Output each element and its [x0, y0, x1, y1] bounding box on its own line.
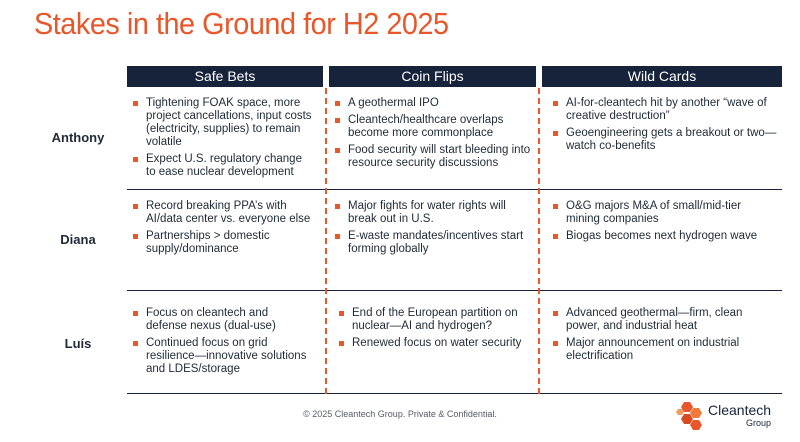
- bullet-icon: [553, 341, 558, 346]
- column-divider: [538, 88, 540, 394]
- list-item: End of the European partition on nuclear—AI and hydrogen?: [338, 307, 534, 333]
- list-item: Biogas becomes next hydrogen wave: [552, 230, 777, 243]
- list-item: Major announcement on industrial electrification: [552, 337, 777, 363]
- cell-anthony-coin-flips: [334, 97, 532, 174]
- bullet-icon: [133, 311, 138, 316]
- cell-luis-wild-cards: [552, 307, 777, 367]
- cell-anthony-safe-bets: [132, 97, 312, 183]
- list-item: Focus on cleantech and defense nexus (dual-use): [132, 307, 312, 333]
- bullet-icon: [553, 131, 558, 136]
- logo-sub: Group: [746, 418, 772, 428]
- cell-anthony-wild-cards: [552, 97, 777, 157]
- list-item: A geothermal IPO: [334, 97, 532, 110]
- bullet-icon: [133, 157, 138, 162]
- column-divider: [325, 88, 327, 394]
- row-label-anthony: Anthony: [51, 130, 105, 145]
- column-header-wild-cards: Wild Cards: [542, 66, 782, 87]
- row-divider: [127, 290, 782, 291]
- cell-luis-safe-bets: [132, 307, 312, 380]
- row-label-diana: Diana: [60, 232, 96, 247]
- bullet-icon: [553, 101, 558, 106]
- list-item: Advanced geothermal—firm, clean power, and industrial heat: [552, 307, 777, 333]
- list-item: Tightening FOAK space, more project cancellations, input costs (electricity, supplies) to remain volatile: [132, 97, 312, 149]
- list-item: Renewed focus on water security: [338, 337, 534, 350]
- bullet-icon: [335, 101, 340, 106]
- list-item: Cleantech/healthcare overlaps become more commonplace: [334, 114, 532, 140]
- list-item: Record breaking PPA’s with AI/data center vs. everyone else: [132, 200, 312, 226]
- bullet-icon: [335, 204, 340, 209]
- cell-diana-wild-cards: [552, 200, 777, 247]
- list-item: Partnerships > domestic supply/dominance: [132, 230, 312, 256]
- list-item: Major fights for water rights will break out in U.S.: [334, 200, 532, 226]
- list-item: Food security will start bleeding into resource security discussions: [334, 144, 532, 170]
- column-header-safe-bets: Safe Bets: [127, 66, 323, 87]
- column-header-coin-flips: Coin Flips: [329, 66, 536, 87]
- logo-name: Cleantech: [708, 402, 772, 418]
- cell-diana-safe-bets: [132, 200, 312, 260]
- cell-diana-coin-flips: [334, 200, 532, 260]
- bullet-icon: [339, 311, 344, 316]
- bullet-icon: [133, 341, 138, 346]
- list-item: Expect U.S. regulatory change to ease nuclear development: [132, 153, 312, 179]
- list-item: O&G majors M&A of small/mid-tier mining companies: [552, 200, 777, 226]
- row-label-luis: Luís: [64, 336, 92, 351]
- row-divider: [127, 393, 782, 394]
- bullet-icon: [553, 234, 558, 239]
- bullet-icon: [335, 148, 340, 153]
- list-item: E-waste mandates/incentives start forming globally: [334, 230, 532, 256]
- bullet-icon: [335, 118, 340, 123]
- cell-luis-coin-flips: [338, 307, 534, 354]
- list-item: Geoengineering gets a breakout or two—watch co-benefits: [552, 127, 777, 153]
- bullet-icon: [339, 341, 344, 346]
- row-divider: [127, 189, 782, 190]
- bullet-icon: [553, 311, 558, 316]
- bullet-icon: [133, 101, 138, 106]
- bullet-icon: [553, 204, 558, 209]
- bullet-icon: [133, 234, 138, 239]
- list-item: Continued focus on grid resilience—innovative solutions and LDES/storage: [132, 337, 312, 376]
- list-item: AI-for-cleantech hit by another “wave of creative destruction”: [552, 97, 777, 123]
- bullet-icon: [335, 234, 340, 239]
- footer-copyright: © 2025 Cleantech Group. Private & Confidential.: [303, 409, 497, 419]
- page-title: Stakes in the Ground for H2 2025: [34, 6, 449, 41]
- bullet-icon: [133, 204, 138, 209]
